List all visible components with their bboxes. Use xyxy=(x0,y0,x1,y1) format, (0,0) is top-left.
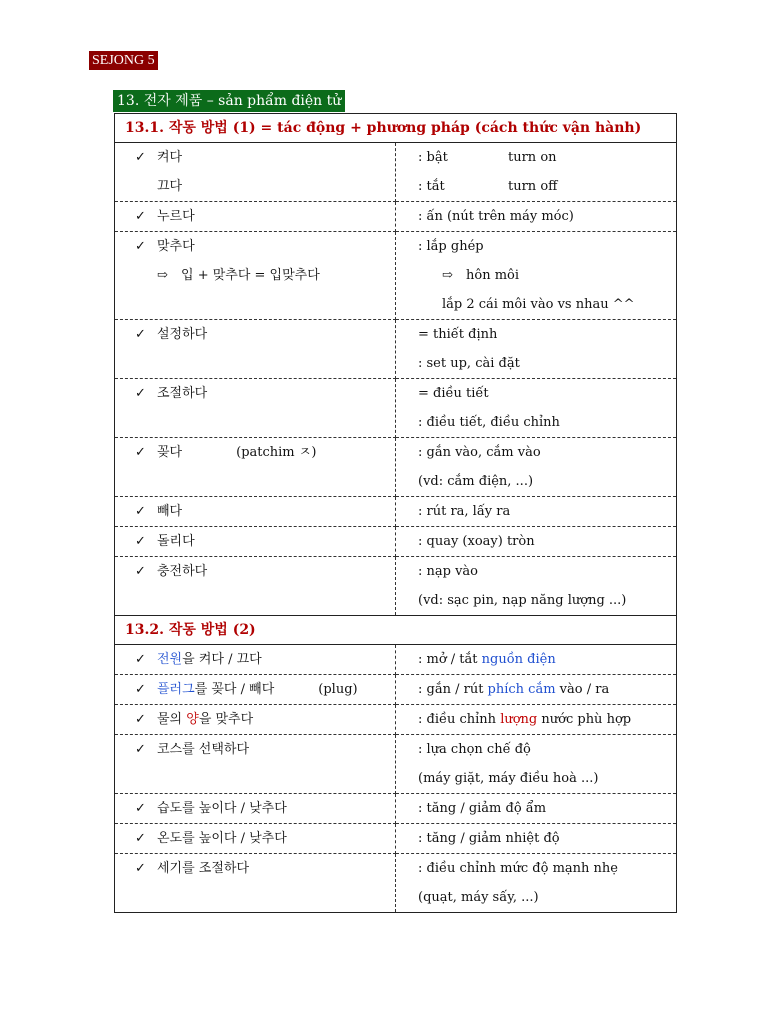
korean-term: 를 꽂다 / 빼다 xyxy=(194,682,275,697)
korean-term: 끄다 xyxy=(157,179,183,194)
vietnamese-meaning: : tăng / giảm độ ẩm xyxy=(418,801,547,816)
vocabulary-table xyxy=(114,113,677,913)
korean-term: 누르다 xyxy=(157,209,195,224)
vietnamese-meaning: : điều chỉnh xyxy=(418,712,501,727)
check-mark-icon: ✓ xyxy=(135,504,146,519)
vietnamese-meaning: : set up, cài đặt xyxy=(418,356,520,371)
korean-term: 충전하다 xyxy=(157,564,208,579)
korean-term: 을 맞추다 xyxy=(198,712,254,727)
vietnamese-meaning: vào / ra xyxy=(555,682,610,697)
table-row xyxy=(115,527,677,557)
vietnamese-meaning: : gắn vào, cắm vào xyxy=(418,445,541,460)
vietnamese-meaning: : nạp vào xyxy=(418,564,479,579)
vietnamese-highlight: lượng xyxy=(500,712,538,727)
table-row xyxy=(115,645,677,675)
vietnamese-meaning: : tăng / giảm nhiệt độ xyxy=(418,831,560,846)
korean-term: 설정하다 xyxy=(157,327,208,342)
table-row xyxy=(115,854,677,913)
check-mark-icon: ✓ xyxy=(135,445,146,460)
english-meaning: turn on xyxy=(508,150,557,165)
korean-term: 물의 xyxy=(157,712,187,727)
check-mark-icon: ✓ xyxy=(135,386,146,401)
table-row xyxy=(115,557,677,616)
vietnamese-meaning: lắp 2 cái môi vào vs nhau ^^ xyxy=(442,297,635,312)
outline-right-arrow-icon: ⇨ xyxy=(157,268,168,283)
check-mark-icon: ✓ xyxy=(135,209,146,224)
brand-label: SEJONG 5 xyxy=(89,51,158,70)
vietnamese-meaning: : rút ra, lấy ra xyxy=(418,504,511,519)
vietnamese-meaning: : tắt xyxy=(418,179,445,194)
vietnamese-meaning: = điều tiết xyxy=(418,386,489,401)
vietnamese-meaning: : quay (xoay) tròn xyxy=(418,534,535,549)
check-mark-icon: ✓ xyxy=(135,239,146,254)
table-row xyxy=(115,320,677,379)
english-meaning: turn off xyxy=(508,179,558,194)
table-row xyxy=(115,438,677,497)
vietnamese-meaning: : lắp ghép xyxy=(418,239,484,254)
vietnamese-meaning: : gắn / rút xyxy=(418,682,488,697)
korean-term: 을 켜다 / 끄다 xyxy=(182,652,262,667)
table-row xyxy=(115,143,677,202)
check-mark-icon: ✓ xyxy=(135,682,146,697)
vietnamese-meaning: : mở / tắt xyxy=(418,652,482,667)
vietnamese-highlight: phích cắm xyxy=(487,682,556,697)
vietnamese-meaning: : điều chỉnh mức độ mạnh nhẹ xyxy=(418,861,618,876)
check-mark-icon: ✓ xyxy=(135,801,146,816)
vietnamese-meaning: (máy giặt, máy điều hoà ...) xyxy=(418,771,599,786)
vietnamese-meaning: : ấn (nút trên máy móc) xyxy=(418,209,574,224)
korean-highlight: 플러그 xyxy=(157,682,195,697)
check-mark-icon: ✓ xyxy=(135,564,146,579)
korean-highlight: 양 xyxy=(186,712,199,727)
outline-right-arrow-icon: ⇨ xyxy=(442,268,453,283)
vietnamese-meaning: : điều tiết, điều chỉnh xyxy=(418,415,560,430)
korean-term: 꽂다 xyxy=(157,445,183,460)
check-mark-icon: ✓ xyxy=(135,534,146,549)
korean-term: 입 + 맞추다 = 입맞추다 xyxy=(181,268,320,283)
korean-term: 코스를 선택하다 xyxy=(157,742,250,757)
korean-highlight: 전원 xyxy=(157,652,183,667)
korean-term: 세기를 조절하다 xyxy=(157,861,250,876)
table-row xyxy=(115,675,677,705)
grammar-note: (patchim ㅈ) xyxy=(236,445,317,460)
vietnamese-meaning: = thiết định xyxy=(418,327,498,342)
korean-term: 습도를 높이다 / 낮추다 xyxy=(157,801,287,816)
korean-term: 조절하다 xyxy=(157,386,208,401)
vietnamese-meaning: (quạt, máy sấy, ...) xyxy=(418,890,539,905)
vietnamese-meaning: (vd: cắm điện, ...) xyxy=(418,474,534,489)
table-row xyxy=(115,497,677,527)
section-heading-row xyxy=(115,114,677,143)
table-row xyxy=(115,794,677,824)
section-heading: 13.2. 작동 방법 (2) xyxy=(115,616,677,645)
check-mark-icon: ✓ xyxy=(135,327,146,342)
table-row xyxy=(115,379,677,438)
section-heading: 13.1. 작동 방법 (1) = tác động + phương pháp (cách thức vận hành) xyxy=(115,114,677,143)
vietnamese-meaning: : lựa chọn chế độ xyxy=(418,742,531,757)
table-row xyxy=(115,735,677,794)
vietnamese-meaning: (vd: sạc pin, nạp năng lượng ...) xyxy=(418,593,627,608)
vietnamese-highlight: nguồn điện xyxy=(481,652,556,667)
check-mark-icon: ✓ xyxy=(135,861,146,876)
check-mark-icon: ✓ xyxy=(135,712,146,727)
korean-term: 켜다 xyxy=(157,150,183,165)
vietnamese-meaning: hôn môi xyxy=(466,268,520,283)
korean-term: 온도를 높이다 / 낮추다 xyxy=(157,831,287,846)
vietnamese-meaning: nước phù hợp xyxy=(537,712,632,727)
english-note: (plug) xyxy=(318,682,358,697)
table-row xyxy=(115,705,677,735)
korean-term: 맞추다 xyxy=(157,239,195,254)
korean-term: 돌리다 xyxy=(157,534,195,549)
table-row xyxy=(115,824,677,854)
table-row xyxy=(115,202,677,232)
vietnamese-meaning: : bật xyxy=(418,150,448,165)
check-mark-icon: ✓ xyxy=(135,150,146,165)
korean-term: 빼다 xyxy=(157,504,183,519)
section-heading-row xyxy=(115,616,677,645)
section-title: 13. 전자 제품 – sản phẩm điện tử xyxy=(113,90,345,112)
table-row xyxy=(115,232,677,320)
check-mark-icon: ✓ xyxy=(135,652,146,667)
check-mark-icon: ✓ xyxy=(135,831,146,846)
check-mark-icon: ✓ xyxy=(135,742,146,757)
